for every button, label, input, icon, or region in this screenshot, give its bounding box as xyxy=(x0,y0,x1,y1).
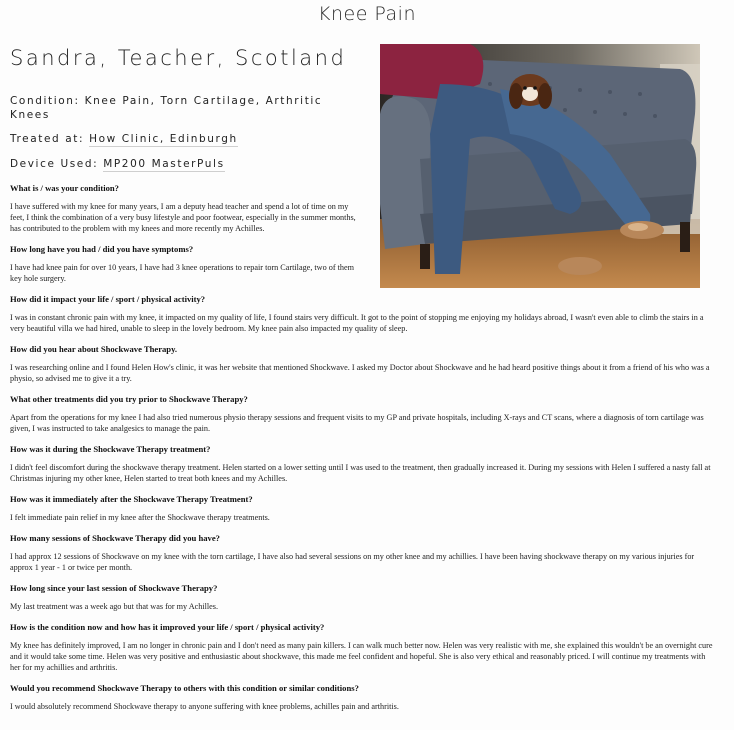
condition-line xyxy=(10,94,362,122)
testimonial-photo xyxy=(380,44,700,288)
condition-value: Knee Pain, Torn Cartilage, Arthritic Knees xyxy=(10,95,323,121)
question-5: What other treatments did you try prior to Shockwave Therapy? xyxy=(10,394,248,404)
treated-at-line xyxy=(10,132,362,146)
answer-11: I would absolutely recommend Shockwave therapy to anyone suffering with knee problems, achilles pain and arthritis. xyxy=(10,702,399,711)
answer-8: I had approx 12 sessions of Shockwave on my knee with the torn cartilage, I have also had several sessions on my other knee and my achillies. I have been having shockwave therapy on my various injuries for approx 1 year - 1 or twice per month. xyxy=(10,552,695,572)
question-3: How did it impact your life / sport / physical activity? xyxy=(10,294,206,304)
answer-2: I have had knee pain for over 10 years, I have had 3 knee operations to repair torn Cartilage, two of them key hole surgery. xyxy=(10,263,354,283)
answer-4: I was researching online and I found Helen How's clinic, it was her website that mentioned Shockwave. I asked my Doctor about Shockwave and he had heard positive things about it from a friend of his who was a physio, so advised me to give it a try. xyxy=(10,363,710,383)
person-on-sofa-with-dog-image xyxy=(380,44,700,288)
question-8: How many sessions of Shockwave Therapy did you have? xyxy=(10,533,220,543)
question-11: Would you recommend Shockwave Therapy to others with this condition or similar conditions? xyxy=(10,683,359,693)
treated-at-link[interactable]: How Clinic, Edinburgh xyxy=(89,133,238,145)
patient-name: Sandra, Teacher, Scotland xyxy=(10,46,347,70)
answer-6: I didn't feel discomfort during the shockwave therapy treatment. Helen started on a lower setting until I was used to the treatment, then gradually increased it. During my sessions with Helen I suffered a nasty fall at Christmas injuring my other knee, Helen started to treat both knees and my Achilles. xyxy=(10,463,711,483)
device-used-link[interactable]: MP200 MasterPuls xyxy=(103,158,225,170)
page-title: Knee Pain xyxy=(318,3,416,25)
question-9: How long since your last session of Shockwave Therapy? xyxy=(10,583,218,593)
device-used-line xyxy=(10,157,362,171)
answer-7: I felt immediate pain relief in my knee after the Shockwave therapy treatments. xyxy=(10,513,270,522)
answer-9: My last treatment was a week ago but that was for my Achilles. xyxy=(10,602,219,611)
question-1: What is / was your condition? xyxy=(10,183,119,193)
question-4: How did you hear about Shockwave Therapy. xyxy=(10,344,178,354)
answer-10: My knee has definitely improved, I am no longer in chronic pain and I don't need as many pain killers. I can walk much better now. Helen was very realistic with me, she explained this wouldn't be an overnight cure and it would take some time. Helen was very positive and enthusiastic about shockwave, this made me feel confident and hopeful. She is also very ethical and reasonably priced. I will continue my treatments with her for my achillies and arthritis. xyxy=(10,641,713,672)
answer-5: Apart from the operations for my knee I had also tried numerous physio therapy sessions and frequent visits to my GP and private hospitals, including X-rays and CT scans, where a diagnosis of torn cartilage was given, I was instructed to take analgesics to manage the pain. xyxy=(10,413,704,433)
answer-3: I was in constant chronic pain with my knee, it impacted on my quality of life, I found stairs very difficult. It got to the point of stopping me enjoying my holidays abroad, I wasn't even able to climb the stairs in a very beautiful villa we had hired, unable to sleep in the lovely bedroom. My knee pain also impacted my quality of sleep. xyxy=(10,313,704,333)
answer-1: I have suffered with my knee for many years, I am a deputy head teacher and spend a lot of time on my feet, I think the combination of a very busy lifestyle and poor footwear, especially in the summer months, has contributed to the problem with my knees and more recently my Achilles. xyxy=(10,202,356,233)
treated-at-label: Treated at: xyxy=(10,133,85,145)
question-6: How was it during the Shockwave Therapy treatment? xyxy=(10,444,211,454)
condition-label: Condition: xyxy=(10,95,80,107)
question-2: How long have you had / did you have symptoms? xyxy=(10,244,194,254)
question-10: How is the condition now and how has it improved your life / sport / physical activity? xyxy=(10,622,325,632)
device-used-label: Device Used: xyxy=(10,158,99,170)
question-7: How was it immediately after the Shockwave Therapy Treatment? xyxy=(10,494,253,504)
